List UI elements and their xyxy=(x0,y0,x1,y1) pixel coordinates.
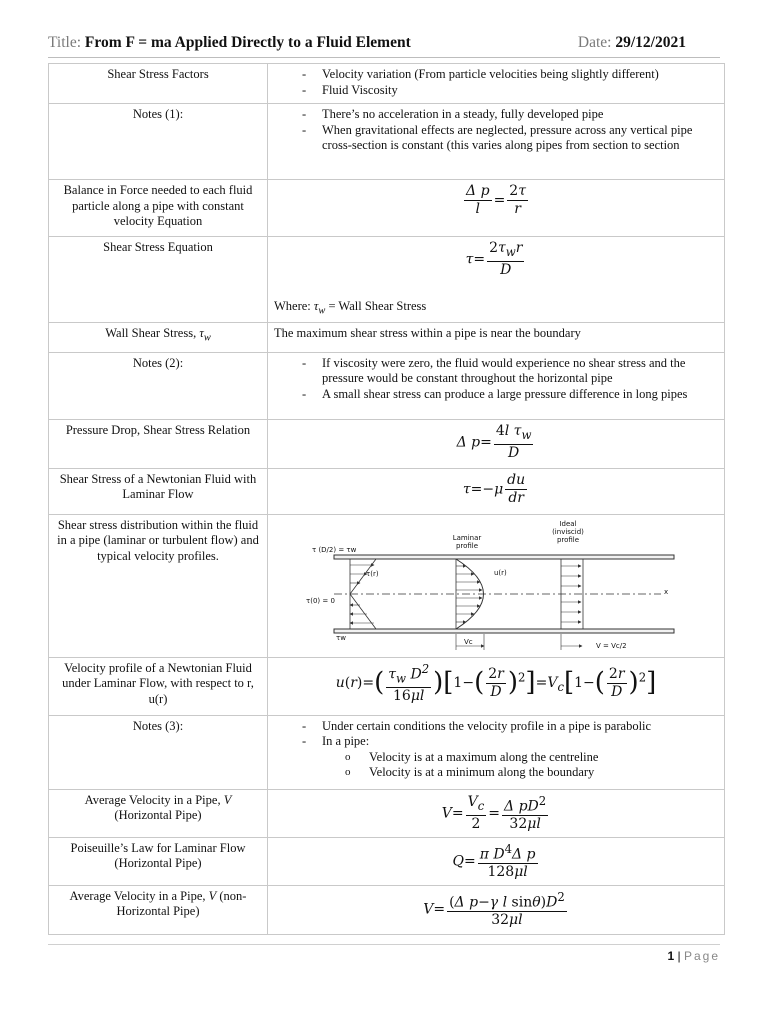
row-label: Poiseuille’s Law for Laminar Flow (Horizontal Pipe) xyxy=(49,837,268,885)
table-row xyxy=(49,468,725,514)
row-label: Shear Stress of a Newtonian Fluid with Laminar Flow xyxy=(49,468,268,514)
label-u-r: u(r) xyxy=(494,568,507,577)
list-item: - Fluid Viscosity xyxy=(274,83,718,99)
list-item: - There’s no acceleration in a steady, fully developed pipe xyxy=(274,107,718,123)
date-label: Date: xyxy=(577,34,612,51)
row-content xyxy=(268,352,725,419)
page-footer xyxy=(667,949,720,963)
row-label: Notes (2): xyxy=(49,352,268,419)
sub-list-item: o Velocity is at a maximum along the centreline xyxy=(322,750,718,766)
table-row xyxy=(49,885,725,934)
table-row xyxy=(49,237,725,323)
label-vc: Vc xyxy=(464,637,473,646)
document-date: 29/12/2021 xyxy=(615,34,686,51)
row-content xyxy=(268,514,725,657)
label-v-avg: V = Vc/2 xyxy=(596,641,627,650)
label-tau-wall: τ (D/2) = τw xyxy=(312,545,357,554)
row-label: Wall Shear Stress, $\tau_w$ xyxy=(49,322,268,352)
pressure-drop-equation: Δ p= $\frac{4l \tau_w}{D}$ xyxy=(268,419,725,468)
row-label: Notes (1): xyxy=(49,104,268,180)
label-tau-zero: τ(0) = 0 xyxy=(306,596,335,605)
row-content xyxy=(268,715,725,789)
footer-separator: | xyxy=(677,949,681,963)
label-ideal-profile: Ideal (inviscid) profile xyxy=(552,519,584,544)
shear-stress-equation: τ= $\frac{2\tau_wr}{D}$ xyxy=(465,240,523,278)
header-divider xyxy=(48,57,720,58)
list-item: - If viscosity were zero, the fluid would experience no shear stress and the pressure would be constant throughout the horizontal pipe xyxy=(274,356,718,387)
table-row xyxy=(49,322,725,352)
table-row xyxy=(49,64,725,104)
poiseuille-equation: Q= $\frac{\pi D^4\Delta p}{128\mu l}$ xyxy=(268,837,725,885)
average-velocity-equation: V= $\frac{V_c}{2}$ = $\frac{\Delta pD^2}{32\mu l}$ xyxy=(268,789,725,837)
force-balance-equation: $\frac{\text{Δ p}}{l}$ = $\frac{2\tau}{r}$ xyxy=(268,180,725,237)
row-label: Average Velocity in a Pipe, V (Horizontal Pipe) xyxy=(49,789,268,837)
row-label: Average Velocity in a Pipe, V (non-Horizontal Pipe) xyxy=(49,885,268,934)
shear-line xyxy=(350,594,376,629)
title-line xyxy=(48,34,411,52)
newtonian-shear-equation: τ=−μ $\frac{du}{dr}$ xyxy=(268,468,725,514)
row-label: Pressure Drop, Shear Stress Relation xyxy=(49,419,268,468)
table-row xyxy=(49,352,725,419)
sub-list-item: o Velocity is at a minimum along the boundary xyxy=(322,765,718,781)
pipe-flow-diagram xyxy=(306,518,686,654)
row-content xyxy=(268,104,725,180)
list-item: - In a pipe: o Velocity is at a maximum along the centreline o Velocity is at a minimum along the boundary xyxy=(274,734,718,781)
table-row xyxy=(49,514,725,657)
table-row xyxy=(49,657,725,715)
label-tau-w: τw xyxy=(336,633,346,642)
footer-divider xyxy=(48,944,720,945)
label-tau-r: τ(r) xyxy=(366,569,379,578)
table-row xyxy=(49,715,725,789)
document-title: From F = ma Applied Directly to a Fluid Element xyxy=(84,34,411,51)
list-item: - When gravitational effects are neglected, pressure across any vertical pipe cross-section is constant (this varies along pipes from section to section xyxy=(274,123,718,154)
label-laminar-profile: Laminar profile xyxy=(452,533,482,550)
where-note: Where: $\tau_w$ = Wall Shear Stress xyxy=(274,298,427,317)
table-row xyxy=(49,789,725,837)
pipe-bottom-wall xyxy=(334,629,674,633)
non-horizontal-velocity-equation: V= $\frac{(\Delta p-\gamma l \sin\theta)D^2}{32\mu l}$ xyxy=(268,885,725,934)
table-row xyxy=(49,837,725,885)
row-content: The maximum shear stress within a pipe is near the boundary xyxy=(268,322,725,352)
row-label: Balance in Force needed to each fluid particle along a pipe with constant velocity Equation xyxy=(49,180,268,237)
table-row xyxy=(49,104,725,180)
title-label: Title: xyxy=(48,34,82,51)
notes-table xyxy=(48,63,725,935)
row-content xyxy=(268,64,725,104)
list-item: - Under certain conditions the velocity profile in a pipe is parabolic xyxy=(274,719,718,735)
row-content xyxy=(268,237,725,323)
page-header xyxy=(48,34,720,58)
list-item: - Velocity variation (From particle velocities being slightly different) xyxy=(274,67,718,83)
row-label: Shear stress distribution within the fluid in a pipe (laminar or turbulent flow) and typical velocity profiles. xyxy=(49,514,268,657)
page-number: 1 xyxy=(667,949,675,963)
list-item: - A small shear stress can produce a large pressure difference in long pipes xyxy=(274,387,718,403)
date-line xyxy=(578,34,686,52)
velocity-profile-equation: u(r)=( $\frac{\tau_w D^2}{16\mu l}$ )[1−( $\frac{2r}{D}$ )$^2]=V_c[1-$( $\frac{2r}{D}$ )$^2$] xyxy=(268,657,725,715)
row-label: Notes (3): xyxy=(49,715,268,789)
row-label: Shear Stress Factors xyxy=(49,64,268,104)
pipe-flow-figure xyxy=(306,518,686,654)
table-row xyxy=(49,419,725,468)
label-x: x xyxy=(664,587,669,596)
row-label: Velocity profile of a Newtonian Fluid under Laminar Flow, with respect to r, u(r) xyxy=(49,657,268,715)
table-row xyxy=(49,180,725,237)
row-label: Shear Stress Equation xyxy=(49,237,268,323)
page-word: Page xyxy=(683,949,720,963)
pipe-top-wall xyxy=(334,555,674,559)
